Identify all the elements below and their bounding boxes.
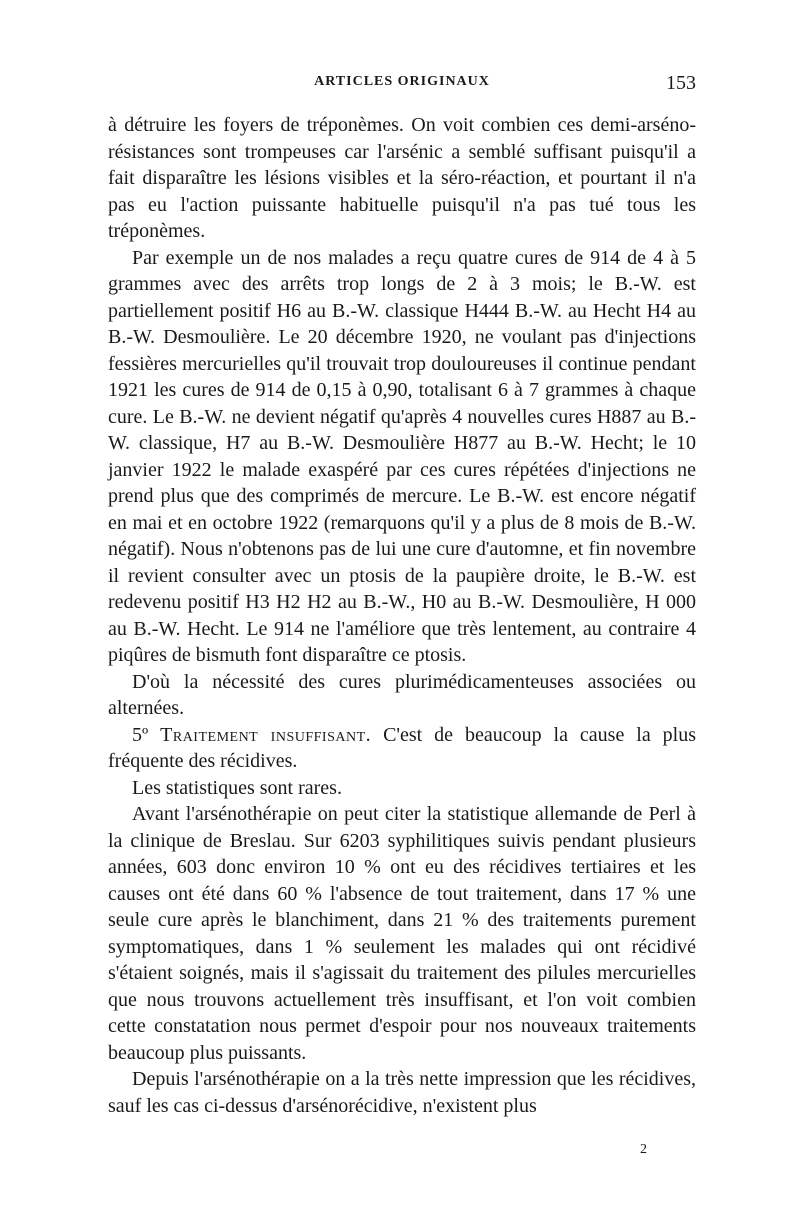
paragraph: D'où la nécessité des cures plurimédicamenteuses associées ou alternées.: [108, 670, 696, 719]
running-title: ARTICLES ORIGINAUX: [314, 74, 490, 89]
section-paragraph: [108, 722, 696, 775]
section-heading: Traitement insuffisant.: [160, 723, 372, 746]
paragraph: Les statistiques sont rares.: [132, 776, 342, 799]
running-header: [108, 74, 696, 98]
signature-mark: 2: [640, 1142, 647, 1157]
paragraph: Par exemple un de nos malades a reçu quatre cures de 914 de 4 à 5 grammes avec des arrêts trop longs de 2 à 3 mois; le B.-W. est partiellement positif H6 au B.-W. classique H444 B.-W. au Hecht H4 au B.-W. Desmoulière. Le 20 décembre 1920, ne voulant pas d'injections fessières mercurielles qu'il trouvait trop douloureuses il continue pendant 1921 les cures de 914 de 0,15 à 0,90, totalisant 6 à 7 grammes à chaque cure. Le B.-W. ne devient négatif qu'après 4 nouvelles cures H887 au B.-W. classique, H7 au B.-W. Desmoulière H877 au B.-W. Hecht; le 10 janvier 1922 le malade exaspéré par ces cures répétées d'injections ne prend plus que des comprimés de mercure. Le B.-W. est encore négatif en mai et en octobre 1922 (remarquons qu'il y a plus de 8 mois de B.-W. négatif). Nous n'obtenons pas de lui une cure d'automne, et fin novembre il revient consulter avec un ptosis de la paupière droite, le B.-W. est redevenu positif H3 H2 H2 au B.-W., H0 au B.-W. Desmoulière, H 000 au B.-W. Hecht. Le 914 ne l'améliore que très lentement, au contraire 4 piqûres de bismuth font disparaître ce ptosis.: [108, 246, 696, 666]
body-text: [108, 112, 696, 1119]
section-text: C'est de beaucoup la cause la plus fréquente des récidives.: [108, 723, 696, 772]
section-number: 5º: [132, 723, 149, 746]
paragraph: Avant l'arsénothérapie on peut citer la statistique allemande de Perl à la clinique de Breslau. Sur 6203 syphilitiques suivis pendant plusieurs années, 603 donc environ 10 % ont eu des récidives tertiaires et les causes ont été dans 60 % l'absence de tout traitement, dans 17 % une seule cure après le blanchiment, dans 21 % des traitements purement symptomatiques, dans 1 % seulement les malades qui ont récidivé s'étaient soignés, mais il s'agissait du traitement des pilules mercurielles que nous trouvons actuellement très insuffisant, et l'on voit combien cette constatation nous permet d'espoir pour nos nouveaux traitements beaucoup plus puissants.: [108, 803, 696, 1064]
paragraph: Depuis l'arsénothérapie on a la très nette impression que les récidives, sauf les cas ci-dessus d'arsénorécidive, n'existent plus: [108, 1068, 696, 1117]
paragraph: à détruire les foyers de tréponèmes. On voit combien ces demi-arséno-résistances sont trompeuses car l'arsénic a semblé suffisant puisqu'il a fait disparaître les lésions visibles et la séro-réaction, et pourtant il n'a pas eu l'action puissante habituelle puisqu'il n'a pas tué tous les tréponèmes.: [108, 114, 696, 242]
page-number: 153: [666, 72, 696, 94]
